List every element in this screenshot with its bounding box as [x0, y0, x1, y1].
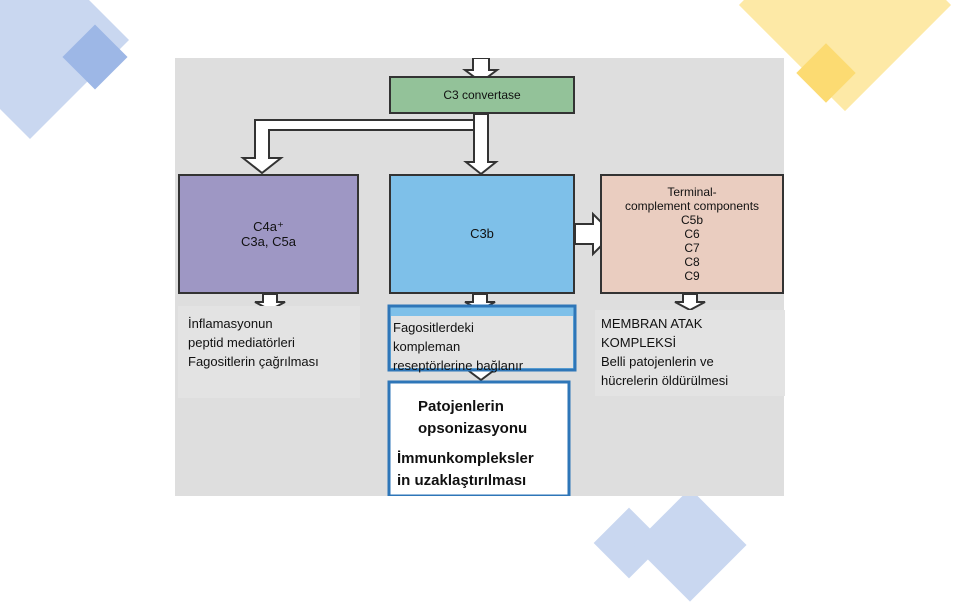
c3b-label: C3b	[470, 226, 494, 241]
terminal-components-box	[600, 174, 784, 294]
terminal-line-4: C6	[684, 227, 700, 241]
inflammation-note	[178, 306, 360, 398]
mediators-box	[178, 174, 359, 294]
opsonization-line-2: opsonizasyonu	[418, 420, 528, 437]
terminal-line-2: complement components	[624, 199, 760, 213]
inflammation-line-2: peptid mediatörleri	[188, 335, 295, 350]
immune-complex-note	[393, 444, 567, 494]
mediators-line-1: C4a⁺	[253, 219, 284, 234]
terminal-line-5: C7	[684, 241, 700, 255]
c3-convertase-box	[389, 76, 575, 114]
decor-blue-square-bottom-right	[633, 488, 746, 601]
membrane-line-4: hücrelerin öldürülmesi	[601, 373, 729, 388]
arrow-under-terminal	[675, 294, 705, 310]
receptor-line-2: kompleman	[393, 339, 461, 354]
inflammation-line-1: İnflamasyonun	[188, 316, 273, 331]
terminal-line-3: C5b	[680, 213, 703, 227]
arrow-convertase-to-mediators	[243, 114, 488, 173]
opsonization-line-1: Patojenlerin	[418, 398, 504, 415]
inflammation-line-3: Fagositlerin çağrılması	[188, 354, 319, 369]
c3b-box	[389, 174, 575, 294]
receptor-line-3: reseptörlerine bağlanır	[393, 358, 524, 373]
complement-diagram	[175, 58, 784, 496]
opsonization-note	[412, 392, 552, 442]
terminal-line-6: C8	[684, 255, 700, 269]
immune-complex-line-2: in uzaklaştırılması	[397, 472, 527, 489]
c3-convertase-label: C3 convertase	[443, 88, 521, 102]
membrane-line-2: KOMPLEKSİ	[601, 335, 677, 350]
membrane-line-1: MEMBRAN ATAK	[601, 316, 703, 331]
receptor-line-1: Fagositlerdeki	[393, 320, 474, 335]
terminal-line-1: Terminal-	[667, 185, 717, 199]
membrane-line-3: Belli patojenlerin ve	[601, 354, 714, 369]
immune-complex-line-1: İmmunkompleksler	[397, 450, 534, 467]
membrane-attack-note	[595, 310, 785, 396]
receptor-binding-note	[391, 316, 573, 373]
terminal-line-7: C9	[684, 269, 700, 283]
mediators-line-2: C3a, C5a	[241, 234, 296, 249]
